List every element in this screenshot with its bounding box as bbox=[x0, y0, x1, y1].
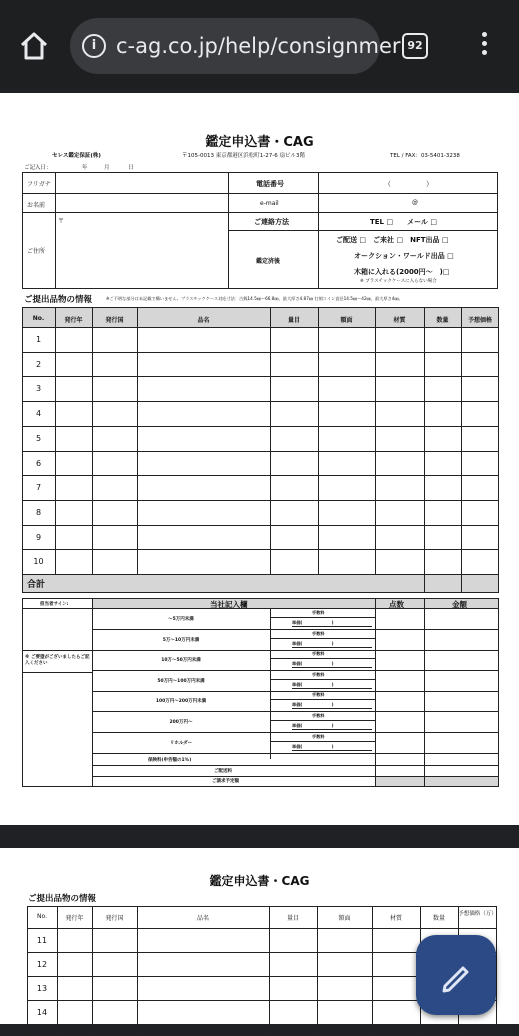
table-cell[interactable] bbox=[319, 526, 374, 548]
table-cell[interactable] bbox=[93, 526, 136, 548]
settle-note: ※ プラスチックケースに入らない場合 bbox=[360, 279, 437, 284]
address-bar[interactable] bbox=[70, 18, 401, 74]
column-header: No. bbox=[32, 315, 45, 322]
column-header: 発行年 bbox=[64, 317, 83, 324]
column-header: 発行年 bbox=[65, 915, 84, 922]
insurance-label: 保険料(申告額の1%) bbox=[148, 758, 192, 763]
table-cell[interactable] bbox=[56, 402, 91, 424]
settle-line3: 木箱に入れる(2000円～ )□ bbox=[354, 268, 450, 276]
table-cell[interactable] bbox=[138, 550, 269, 572]
table-cell[interactable] bbox=[319, 476, 374, 498]
email-at: @ bbox=[412, 199, 418, 206]
table-cell[interactable] bbox=[271, 427, 317, 449]
row-divider bbox=[92, 650, 499, 651]
settle-line2: オークション・ワールド出品 □ bbox=[354, 252, 454, 260]
office-section-title: 当社記入欄 bbox=[210, 600, 248, 609]
home-icon[interactable] bbox=[18, 30, 50, 62]
table-cell[interactable] bbox=[271, 501, 317, 523]
page2-items-heading: ご提出品物の情報 bbox=[28, 894, 97, 904]
table-cell[interactable] bbox=[56, 550, 91, 572]
row-number: 7 bbox=[35, 483, 42, 493]
fee-label: 手数料 bbox=[312, 692, 325, 697]
table-cell[interactable] bbox=[425, 353, 460, 375]
fee-tier-label: 5万～10万円未満 bbox=[162, 638, 200, 643]
pencil-icon bbox=[416, 935, 496, 1015]
page2-title: 鑑定申込書・CAG bbox=[209, 874, 310, 888]
table-cell[interactable] bbox=[56, 427, 91, 449]
column-header: 数量 bbox=[436, 317, 449, 324]
fee-tier-label: 100万円～200万円未満 bbox=[155, 699, 207, 704]
row-divider bbox=[92, 711, 499, 712]
table-cell[interactable] bbox=[376, 526, 423, 548]
col-divider bbox=[372, 906, 373, 1036]
fee-label: 手数料 bbox=[312, 610, 325, 615]
row-divider bbox=[292, 626, 372, 627]
office-use-table bbox=[22, 598, 499, 787]
row-divider bbox=[292, 708, 372, 709]
fee-label: 手数料 bbox=[312, 651, 325, 656]
row-divider bbox=[270, 658, 375, 659]
settle-label: 鑑定済後 bbox=[256, 258, 281, 265]
table-cell[interactable] bbox=[271, 476, 317, 498]
row-number: 6 bbox=[35, 458, 42, 468]
table-cell[interactable] bbox=[462, 402, 498, 424]
fee-label: 手数料 bbox=[312, 734, 325, 739]
row-number: 10 bbox=[33, 557, 44, 567]
column-header: 品名 bbox=[196, 915, 209, 922]
tab-switcher-button[interactable]: 92 bbox=[402, 33, 428, 59]
column-header: 数量 bbox=[432, 915, 445, 922]
unit-price-label: 単価( ) bbox=[292, 661, 334, 666]
address-label: ご住所 bbox=[27, 248, 46, 255]
table-cell[interactable] bbox=[56, 452, 91, 474]
col-divider bbox=[57, 906, 58, 1036]
row-divider bbox=[92, 753, 499, 754]
table-cell[interactable] bbox=[93, 328, 136, 350]
column-header: 額面 bbox=[340, 317, 353, 324]
table-cell[interactable] bbox=[319, 353, 374, 375]
fee-tier-label: 50万円～100万円未満 bbox=[157, 679, 205, 684]
col-divider bbox=[317, 906, 318, 1036]
table-cell[interactable] bbox=[138, 526, 269, 548]
table-cell[interactable] bbox=[376, 377, 423, 399]
table-cell[interactable] bbox=[93, 377, 136, 399]
row-divider bbox=[92, 691, 499, 692]
unit-price-label: 単価( ) bbox=[292, 641, 334, 646]
table-cell[interactable] bbox=[462, 501, 498, 523]
row-divider bbox=[292, 750, 372, 751]
edit-fab-button[interactable] bbox=[416, 935, 496, 1015]
row-divider bbox=[92, 765, 499, 766]
stored-note: ※ ご要望がございましたらご記入ください bbox=[25, 655, 90, 666]
table-cell[interactable] bbox=[56, 476, 91, 498]
row-number: 11 bbox=[36, 936, 48, 945]
contact-label: ご連絡方法 bbox=[254, 218, 289, 226]
table-cell[interactable] bbox=[93, 402, 136, 424]
table-cell[interactable] bbox=[376, 476, 423, 498]
row-divider bbox=[292, 667, 372, 668]
table-cell[interactable] bbox=[93, 476, 136, 498]
column-header: 材質 bbox=[389, 915, 402, 922]
table-cell[interactable] bbox=[462, 328, 498, 350]
url-text[interactable]: c-ag.co.jp/help/consignmer bbox=[116, 34, 401, 58]
row-divider bbox=[270, 679, 375, 680]
table-cell[interactable] bbox=[376, 402, 423, 424]
table-cell[interactable] bbox=[319, 377, 374, 399]
row-divider bbox=[292, 729, 372, 730]
date-month: 月 bbox=[104, 165, 110, 171]
row-divider bbox=[92, 776, 499, 777]
unit-price-label: 単価( ) bbox=[292, 744, 334, 749]
row-divider bbox=[270, 638, 375, 639]
table-cell[interactable] bbox=[271, 550, 317, 572]
table-cell[interactable] bbox=[319, 452, 374, 474]
table-cell[interactable] bbox=[319, 501, 374, 523]
company-phone: TEL / FAX：03-5401-3238 bbox=[390, 153, 460, 159]
table-cell[interactable] bbox=[425, 501, 460, 523]
table-cell[interactable] bbox=[462, 377, 498, 399]
postal-mark: 〒 bbox=[58, 218, 65, 225]
table-cell[interactable] bbox=[425, 328, 460, 350]
table-cell[interactable] bbox=[462, 353, 498, 375]
table-cell[interactable] bbox=[138, 377, 269, 399]
table-cell[interactable] bbox=[376, 550, 423, 572]
row-number: 3 bbox=[35, 384, 42, 394]
row-number: 9 bbox=[35, 532, 42, 542]
table-cell[interactable] bbox=[93, 550, 136, 572]
table-cell[interactable] bbox=[376, 427, 423, 449]
amount-header: 金額 bbox=[452, 600, 467, 609]
row-divider bbox=[270, 699, 375, 700]
row-number: 8 bbox=[35, 507, 42, 517]
row-divider bbox=[292, 688, 372, 689]
fee-tier-label: リホルダー bbox=[169, 741, 193, 746]
pdf-page-1 bbox=[0, 93, 519, 825]
row-divider bbox=[270, 741, 375, 742]
row-divider bbox=[92, 670, 499, 671]
date-year: 年 bbox=[82, 165, 88, 171]
shipping-label: ご配送料 bbox=[214, 769, 232, 774]
column-header: 発行国 bbox=[105, 317, 124, 324]
table-cell[interactable] bbox=[425, 550, 460, 572]
unit-price-label: 単価( ) bbox=[292, 702, 334, 707]
col-divider bbox=[269, 906, 270, 1036]
site-info-icon[interactable]: i bbox=[82, 34, 106, 58]
table-cell[interactable] bbox=[56, 526, 91, 548]
fee-label: 手数料 bbox=[312, 713, 325, 718]
table-cell[interactable] bbox=[425, 476, 460, 498]
phone-label: 電話番号 bbox=[256, 180, 284, 188]
column-header: 額面 bbox=[338, 915, 351, 922]
table-cell[interactable] bbox=[271, 353, 317, 375]
table-cell[interactable] bbox=[462, 427, 498, 449]
row-number: 14 bbox=[36, 1008, 48, 1017]
fee-tier-label: 200万円～ bbox=[169, 720, 193, 725]
table-cell[interactable] bbox=[138, 452, 269, 474]
name-label: お名前 bbox=[27, 202, 46, 209]
items-heading: ご提出品物の情報 bbox=[24, 295, 93, 305]
column-header: 予想価格（万） bbox=[458, 911, 497, 917]
table-cell[interactable] bbox=[425, 526, 460, 548]
table-cell[interactable] bbox=[138, 427, 269, 449]
column-header: No. bbox=[37, 913, 47, 920]
row-divider bbox=[270, 720, 375, 721]
table-cell[interactable] bbox=[271, 328, 317, 350]
invoice-label: ご請求予定額 bbox=[212, 779, 239, 784]
row-number: 2 bbox=[35, 359, 42, 369]
table-cell[interactable] bbox=[319, 402, 374, 424]
contact-options: TEL □ メール □ bbox=[370, 218, 437, 226]
table-cell[interactable] bbox=[93, 501, 136, 523]
row-divider bbox=[27, 1024, 497, 1025]
column-header: 量目 bbox=[286, 915, 299, 922]
row-number: 12 bbox=[36, 960, 48, 969]
table-cell[interactable] bbox=[462, 452, 498, 474]
table-cell[interactable] bbox=[319, 427, 374, 449]
col-divider bbox=[137, 906, 138, 1036]
unit-price-label: 単価( ) bbox=[292, 620, 334, 625]
table-cell[interactable] bbox=[138, 402, 269, 424]
form-title: 鑑定申込書・CAG bbox=[205, 135, 314, 150]
table-cell[interactable] bbox=[138, 353, 269, 375]
table-cell[interactable] bbox=[93, 353, 136, 375]
column-header: 予想価格 bbox=[467, 317, 492, 324]
items-note: ※ご不明な部分は未記載で構いません。プラスチックケース対応寸法：古銭14.5㎜～66.8㎜、最大厚さ4.87㎜ 打刻コイン直径14.5㎜～42㎜、最大厚さ4㎜。 bbox=[106, 296, 403, 301]
row-divider bbox=[92, 732, 499, 733]
col-divider bbox=[92, 906, 93, 1036]
points-header: 点数 bbox=[389, 600, 404, 609]
table-cell[interactable] bbox=[138, 501, 269, 523]
phone-paren: （ ） bbox=[384, 180, 433, 188]
table-cell[interactable] bbox=[271, 377, 317, 399]
unit-price-label: 単価( ) bbox=[292, 723, 334, 728]
browser-toolbar bbox=[0, 0, 519, 89]
fee-label: 手数料 bbox=[312, 672, 325, 677]
table-cell[interactable] bbox=[425, 452, 460, 474]
table-cell[interactable] bbox=[376, 353, 423, 375]
fee-tier-label: 10万～50万円未満 bbox=[161, 658, 201, 663]
table-cell[interactable] bbox=[319, 550, 374, 572]
table-cell[interactable] bbox=[425, 402, 460, 424]
column-header: 量目 bbox=[287, 317, 300, 324]
row-number: 4 bbox=[35, 409, 42, 419]
fee-tier-label: ～5万円未満 bbox=[168, 617, 194, 622]
table-cell[interactable] bbox=[376, 501, 423, 523]
row-divider bbox=[27, 928, 497, 929]
table-cell[interactable] bbox=[319, 328, 374, 350]
row-number: 5 bbox=[35, 433, 42, 443]
company-address: 〒105-0013 東京都港区浜松町1-27-6 扇ビル3階 bbox=[182, 153, 305, 159]
table-cell[interactable] bbox=[56, 377, 91, 399]
table-cell[interactable] bbox=[93, 452, 136, 474]
row-number: 1 bbox=[35, 335, 42, 344]
table-cell[interactable] bbox=[376, 452, 423, 474]
table-cell[interactable] bbox=[138, 328, 269, 350]
column-header: 発行国 bbox=[105, 915, 124, 922]
furigana-label: フリガナ bbox=[27, 181, 51, 188]
row-divider bbox=[22, 574, 499, 575]
total-label: 合計 bbox=[27, 580, 46, 590]
row-divider bbox=[292, 647, 372, 648]
table-cell[interactable] bbox=[271, 526, 317, 548]
table-cell[interactable] bbox=[425, 427, 460, 449]
staff-sign: 担当者サイン: bbox=[40, 602, 69, 607]
table-cell[interactable] bbox=[56, 328, 91, 350]
table-cell[interactable] bbox=[376, 328, 423, 350]
column-header: 材質 bbox=[393, 317, 406, 324]
settle-line1: ご配送 □ ご来社 □ NFT出品 □ bbox=[336, 236, 449, 244]
table-cell[interactable] bbox=[93, 427, 136, 449]
table-cell[interactable] bbox=[138, 476, 269, 498]
table-cell[interactable] bbox=[425, 377, 460, 399]
row-divider bbox=[270, 617, 375, 618]
unit-price-label: 単価( ) bbox=[292, 682, 334, 687]
date-label: ご記入日： bbox=[24, 165, 52, 171]
table-cell[interactable] bbox=[462, 550, 498, 572]
row-number: 13 bbox=[36, 984, 48, 993]
table-cell[interactable] bbox=[462, 476, 498, 498]
fee-label: 手数料 bbox=[312, 631, 325, 636]
table-cell[interactable] bbox=[462, 526, 498, 548]
column-header: 品名 bbox=[197, 317, 210, 324]
company-name: セレス鑑定保証(株) bbox=[52, 153, 101, 159]
table-cell[interactable] bbox=[56, 501, 91, 523]
table-cell[interactable] bbox=[271, 452, 317, 474]
date-day: 日 bbox=[128, 165, 134, 171]
more-options-icon[interactable] bbox=[474, 32, 494, 60]
table-cell[interactable] bbox=[56, 353, 91, 375]
table-cell[interactable] bbox=[271, 402, 317, 424]
email-label: e-mail bbox=[260, 200, 279, 207]
row-divider bbox=[92, 629, 499, 630]
